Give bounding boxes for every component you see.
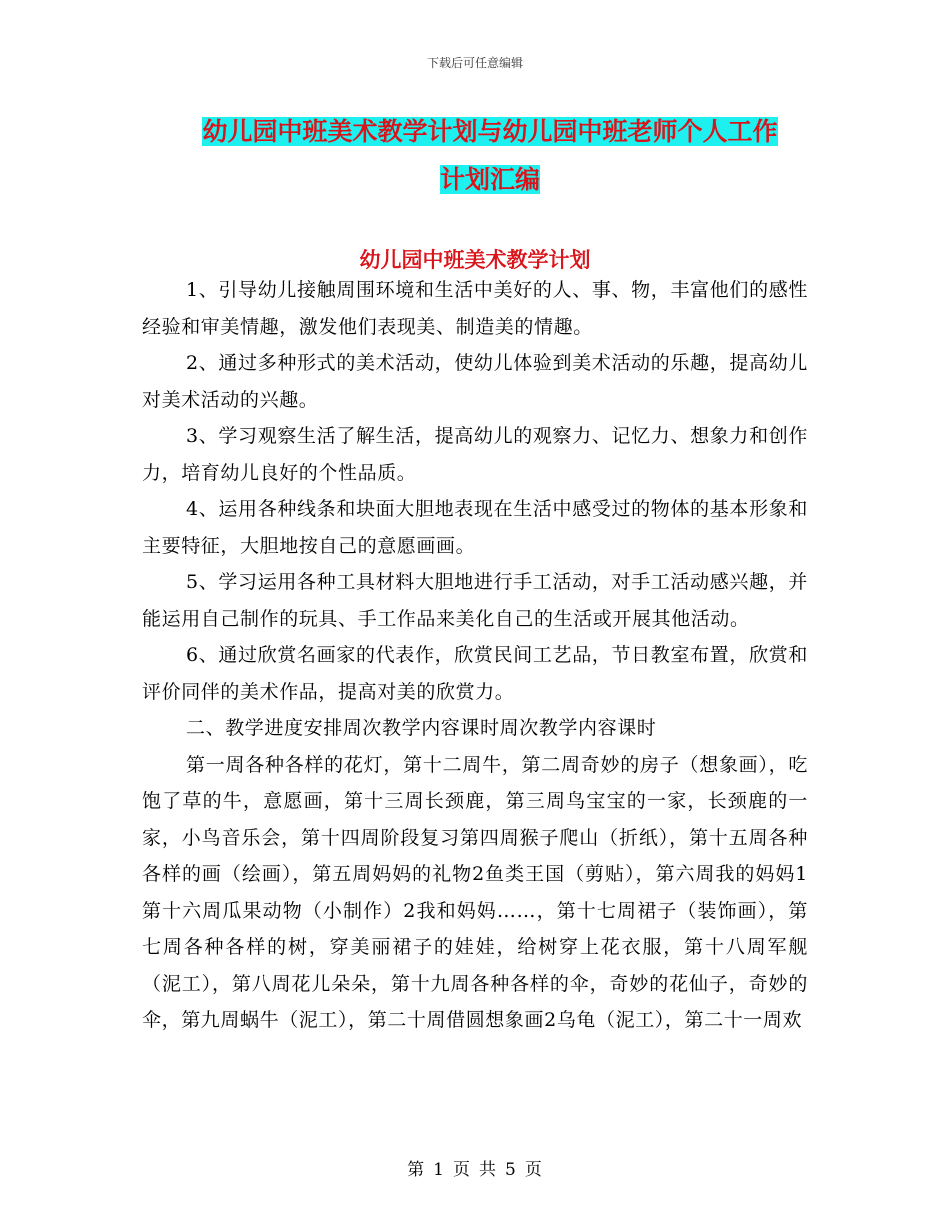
footer-page-number: 1 [433,1160,445,1180]
paragraph-schedule-heading: 二、教学进度安排周次教学内容课时周次教学内容课时 [186,717,657,739]
paragraph-4: 4、运用各种线条和块面大胆地表现在生活中感受过的物体的基本形象和主要特征，大胆地按自己的意愿画画。 [142,498,808,557]
page-footer [0,1155,950,1180]
footer-suffix: 页 [524,1160,543,1180]
footer-prefix: 第 [407,1160,426,1180]
paragraph-schedule: 第一周各种各样的花灯，第十二周牛，第二周奇妙的房子（想象画），吃饱了草的牛，意愿画，第十三周长颈鹿，第三周鸟宝宝的一家，长颈鹿的一家，小鸟音乐会，第十四周阶段复习第四周猴子爬山（折纸），第十五周各种各样的画（绘画），第五周妈妈的礼物2鱼类王国（剪贴），第六周我的妈妈1第十六周瓜果动物（小制作）2我和妈妈……，第十七周裙子（装饰画），第七周各种各样的树，穿美丽裙子的娃娃，给树穿上花衣服，第十八周军舰（泥工），第八周花儿朵朵，第十九周各种各样的伞，奇妙的花仙子，奇妙的伞，第九周蜗牛（泥工），第二十周借圆想象画2乌龟（泥工），第二十一周欢 [142,753,808,1031]
paragraph-5: 5、学习运用各种工具材料大胆地进行手工活动，对手工活动感兴趣，并能运用自己制作的玩具、手工作品来美化自己的生活或开展其他活动。 [142,571,808,630]
header-note: 下载后可任意编辑 [426,56,523,70]
footer-total-prefix: 共 [479,1160,497,1180]
paragraph-1: 1、引导幼儿接触周围环境和生活中美好的人、事、物，丰富他们的感性经验和审美情趣，激发他们表现美、制造美的情趣。 [142,279,808,338]
document-title [140,108,840,204]
footer-total-pages: 5 [505,1160,517,1180]
paragraph-6: 6、通过欣赏名画家的代表作，欣赏民间工艺品，节日教室布置，欣赏和评价同伴的美术作品，提高对美的欣赏力。 [142,644,808,703]
title-line-2: 计划汇编 [439,165,540,194]
paragraph-3: 3、学习观察生活了解生活，提高幼儿的观察力、记忆力、想象力和创作力，培育幼儿良好的个性品质。 [142,425,808,484]
section-title: 幼儿园中班美术教学计划 [359,248,591,272]
footer-mid: 页 [453,1160,471,1180]
title-line-1: 幼儿园中班美术教学计划与幼儿园中班老师个人工作 [202,117,778,146]
document-body [142,272,808,1039]
paragraph-2: 2、通过多种形式的美术活动，使幼儿体验到美术活动的乐趣，提高幼儿对美术活动的兴趣。 [142,352,808,411]
